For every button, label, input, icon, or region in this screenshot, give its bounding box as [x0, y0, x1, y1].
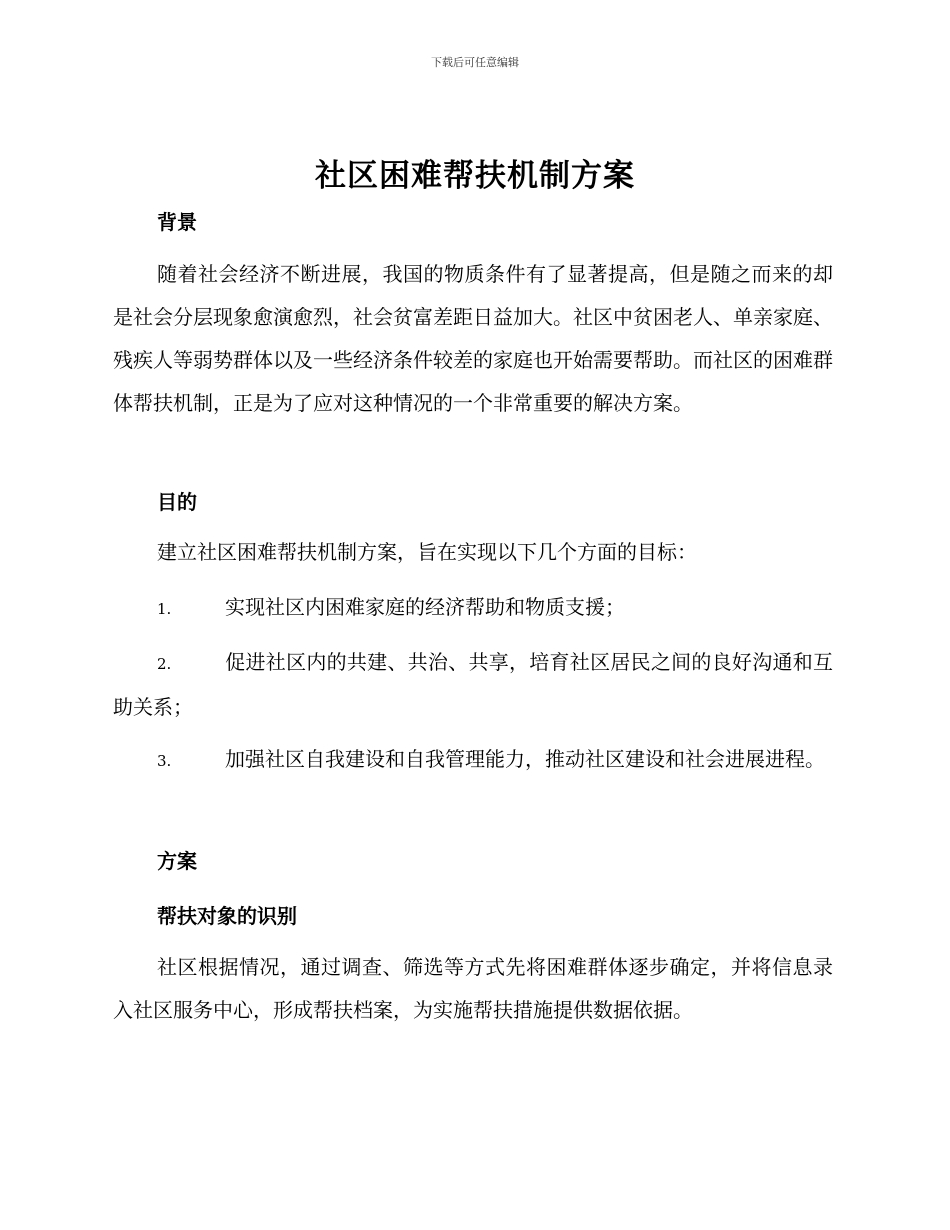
list-item: [113, 641, 833, 729]
subheading-target-identification: 帮扶对象的识别: [157, 904, 297, 928]
paragraph-background: 随着社会经济不断进展，我国的物质条件有了显著提高，但是随之而来的却是社会分层现象愈演愈烈，社会贫富差距日益加大。社区中贫困老人、单亲家庭、残疾人等弱势群体以及一些经济条件较差的家庭也开始需要帮助。而社区的困难群体帮扶机制，正是为了应对这种情况的一个非常重要的解决方案。: [113, 262, 833, 415]
header-note: 下载后可任意编辑: [431, 56, 519, 69]
heading-plan: 方案: [157, 849, 197, 873]
list-item-number: 3.: [157, 752, 172, 770]
document-title: 社区困难帮扶机制方案: [315, 158, 635, 194]
paragraph-target-identification: 社区根据情况，通过调查、筛选等方式先将困难群体逐步确定，并将信息录入社区服务中心，形成帮扶档案，为实施帮扶措施提供数据依据。: [113, 955, 833, 1022]
paragraph-purpose-intro: 建立社区困难帮扶机制方案，旨在实现以下几个方面的目标：: [157, 540, 697, 564]
heading-background: 背景: [157, 210, 197, 234]
heading-purpose: 目的: [157, 490, 197, 514]
list-item: [113, 738, 833, 783]
list-item-text: 加强社区自我建设和自我管理能力，推动社区建设和社会进展进程。: [225, 747, 825, 771]
list-item-number: 1.: [157, 600, 172, 618]
list-item: [113, 586, 833, 631]
list-item-text: 促进社区内的共建、共治、共享，培育社区居民之间的良好沟通和互助关系；: [113, 650, 833, 719]
list-item-text: 实现社区内困难家庭的经济帮助和物质支援；: [225, 595, 625, 619]
list-item-number: 2.: [157, 655, 172, 673]
